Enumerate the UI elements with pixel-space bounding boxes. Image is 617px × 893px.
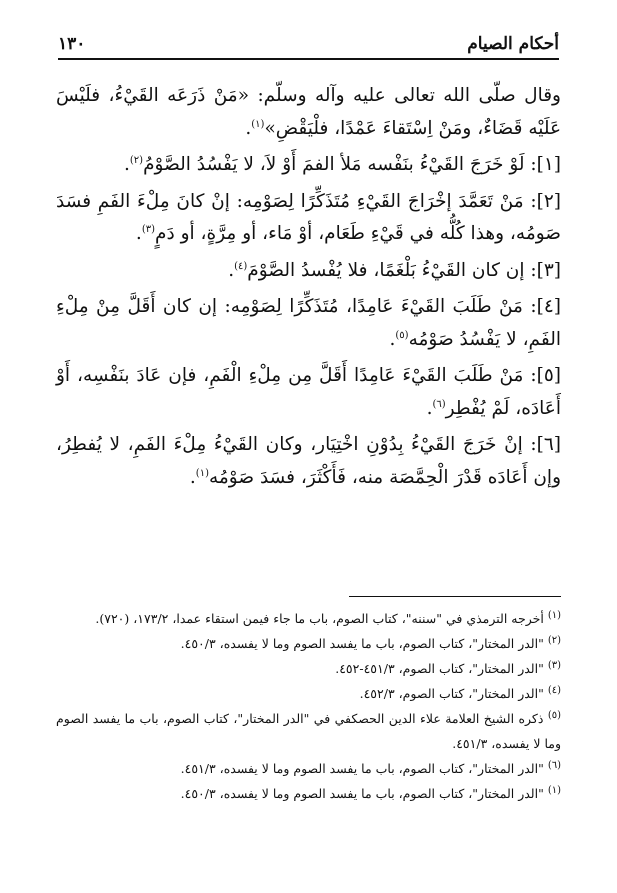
running-header [58,28,559,54]
footnote-separator [349,596,561,597]
footnote: $^{(٦)}$ "الدر المختار"، كتاب الصوم، باب ما يفسد الصوم وما لا يفسده، ٤٥١/٣. [180,759,561,776]
footnote-mark: (٣) [547,659,561,671]
paragraph-issue-6: [٦]: إنْ خَرَجَ القَيْءُ بِدُوْنِ اخْتِيَار، وكان القَيْءُ مِلْءَ الفَمِ، لا يُفطِرُ، وإن أَعَادَه قَدْرَ الْحِمَّصَة منه، فَأَكْثَرَ، فسَدَ صَوْمُه$^{(١)}$. [56,434,561,488]
paragraph-issue-1: [١]: لَوْ خَرَجَ القَيْءُ بنَفْسه مَلأ الفمَ أَوْ لاَ، لا يَفْسُدُ الصَّوْمُ$^{(٢)}$. [123,154,561,175]
running-title: أحكام الصيام [467,34,559,54]
footnote-mark: (٢) [547,634,561,646]
footnote-mark: (٥) [547,709,561,721]
footnote-ref: (٦) [432,398,446,410]
header-rule [58,58,559,60]
footnote-ref: (٤) [234,260,248,272]
footnote-ref: (٣) [141,223,155,235]
footnotes [56,606,561,806]
footnote: $^{(٣)}$ "الدر المختار"، كتاب الصوم، ٤٥١/٣-٤٥٢. [335,659,561,676]
footnote-ref: (٢) [129,154,144,166]
main-text [56,80,561,498]
footnote: $^{(٢)}$ "الدر المختار"، كتاب الصوم، باب ما يفسد الصوم وما لا يفسده، ٤٥٠/٣. [180,634,561,651]
paragraph-issue-4: [٤]: مَنْ طَلَبَ القَيْءَ عَامِدًا، مُتَذَكِّرًا لِصَوْمِه: إن كان أَقَلَّ مِنْ مِلْءِ الفَمِ، لا يَفْسُدُ صَوْمُه$^{(٥)}$. [56,296,561,350]
paragraph-issue-3: [٣]: إن كان القَيْءُ بَلْغَمًا، فلا يُفْسدُ الصَّوْمَ$^{(٤)}$. [228,259,561,281]
footnote: $^{(٥)}$ ذكره الشيخ العلامة علاء الدين الحصكفي في "الدر المختار"، كتاب الصوم، باب ما يفسد الصوم وما لا يفسده، ٤٥١/٣. [56,709,561,751]
footnote: $^{(١)}$ أخرجه الترمذي في "سننه"، كتاب الصوم، باب ما جاء فيمن استقاء عمدا، ١٧٣/٢، (٧٢٠). [95,609,561,626]
footnote-mark: (١) [547,784,561,796]
footnote: $^{(٤)}$ "الدر المختار"، كتاب الصوم، ٤٥٢/٣. [359,684,561,701]
paragraph-issue-5: [٥]: مَنْ طَلَبَ القَيْءَ عَامِدًا أَقَلَّ مِن مِلْءِ الْفَمِ، فإن عَادَ بنَفْسِه، أَوْ أَعَادَه، لَمْ يُفْطِر$^{(٦)}$. [56,365,561,419]
page-number: ١٣٠ [58,34,86,54]
footnote-ref: (١) [251,118,265,130]
paragraph-issue-2: [٢]: مَنْ تَعَمَّدَ إخْرَاجَ القَيْءِ مُتَذَكِّرًا لِصَوْمِه: إنْ كانَ مِلْءَ الفَمِ فسَدَ صَومُه، وهذا كُلُّه في قَيْءِ طَعَام، أوْ مَاء، أو مِرَّةٍ، أو دَمٍ$^{(٣)}$. [56,190,561,244]
footnote-mark: (٤) [547,684,561,696]
footnote-ref: (١) [195,467,209,479]
footnote-ref: (٥) [395,329,409,341]
footnote: $^{(١)}$ "الدر المختار"، كتاب الصوم، باب ما يفسد الصوم وما لا يفسده، ٤٥٠/٣. [180,784,561,801]
footnote-mark: (٦) [547,759,561,771]
footnote-mark: (١) [547,609,561,621]
paragraph-hadith: وقال صلّى الله تعالى عليه وآله وسلّم: «مَنْ ذَرَعَه القَيْءُ، فلَيْسَ عَلَيْه قَضَاءٌ، ومَنْ اِسْتَقاءَ عَمْدًا، فلْيَقْضِ»$^{(١)}$. [56,85,561,139]
